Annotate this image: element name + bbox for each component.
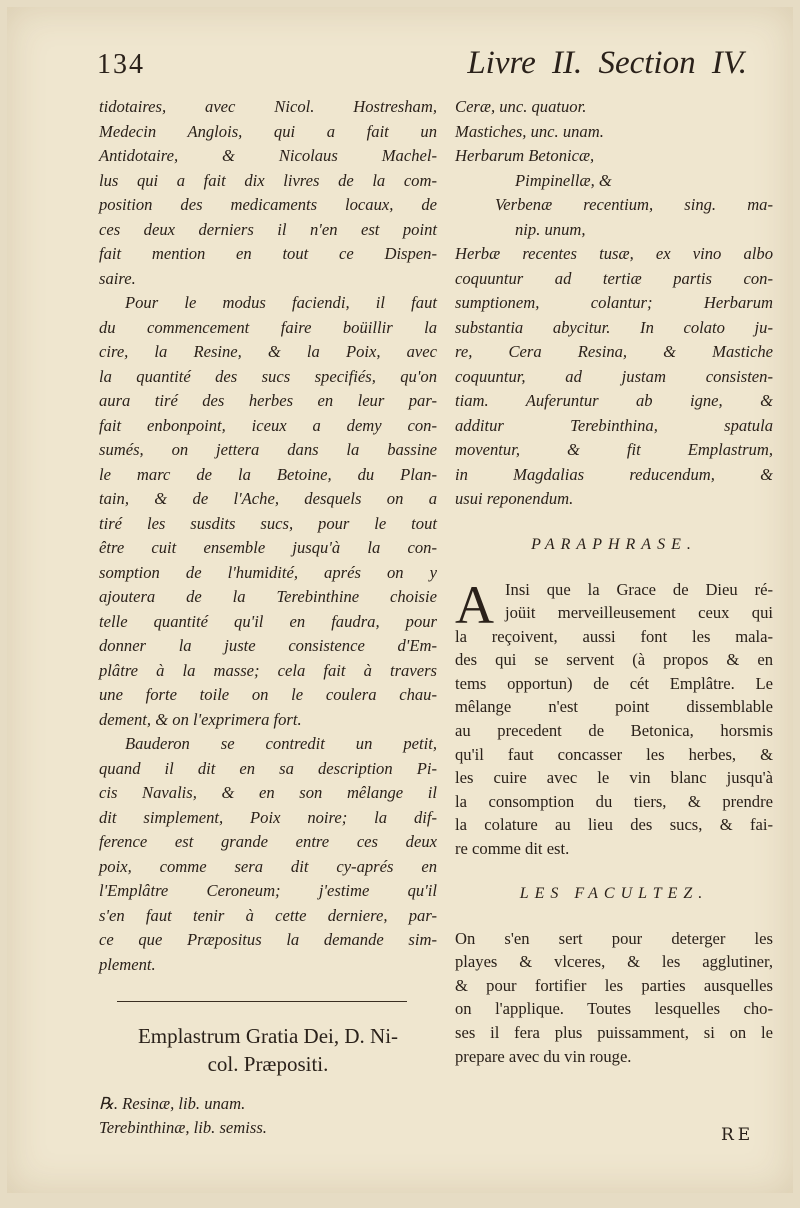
text-line: la colature au lieu des sucs, & fai- bbox=[455, 815, 773, 835]
text-line: les cuire avec le vin blanc jusqu'à bbox=[455, 768, 773, 788]
text-line: coquuntur, ad justam consisten- bbox=[455, 366, 773, 386]
text-line: re, Cera Resina, & Mastiche bbox=[455, 342, 773, 361]
text-line: l'Emplâtre Ceroneum; j'estime qu'il bbox=[99, 881, 437, 900]
text-line: la reçoivent, aussi font les mala- bbox=[455, 626, 773, 646]
heading-paraphrase: PARAPHRASE. bbox=[531, 535, 697, 553]
text-line: ference est grande entre ces deux bbox=[99, 832, 437, 851]
text-line: Pimpinellæ, & bbox=[515, 170, 612, 190]
text-line: tidotaires, avec Nicol. Hostresham, bbox=[99, 97, 437, 116]
text-line: qu'il faut concasser les herbes, & bbox=[455, 744, 773, 764]
catchword: RE bbox=[721, 1125, 755, 1145]
text-line: saire. bbox=[99, 268, 136, 288]
text-line: fait enbonpoint, iceux a demy con- bbox=[99, 415, 437, 435]
text-line: lus qui a fait dix livres de la com- bbox=[99, 170, 437, 190]
section-divider bbox=[117, 1001, 407, 1002]
text-line: playes & vlceres, & les agglutiner, bbox=[455, 952, 773, 972]
text-line: donner la juste consistence d'Em- bbox=[99, 636, 437, 655]
text-line: tems opportun) de cét Emplâtre. Le bbox=[455, 673, 773, 693]
text-line: cire, la Resine, & la Poix, avec bbox=[99, 342, 437, 361]
text-line: moventur, & fit Emplastrum, bbox=[455, 440, 773, 459]
text-line: poix, comme sera dit cy-aprés en bbox=[99, 856, 437, 876]
text-line: in Magdalias reducendum, & bbox=[455, 464, 773, 484]
text-line: Herbarum Betonicæ, bbox=[455, 146, 595, 165]
text-line: ses il fera plus puissamment, si on le bbox=[455, 1023, 773, 1042]
text-line: re comme dit est. bbox=[455, 839, 570, 859]
text-line: substantia abycitur. In colato ju- bbox=[455, 317, 773, 337]
text-line: ce que Præpositus la demande sim- bbox=[99, 930, 437, 949]
text-line: la quantité des sucs specifiés, qu'on bbox=[99, 366, 437, 386]
text-line: Pour le modus faciendi, il faut bbox=[125, 293, 437, 312]
text-line: Verbenæ recentium, sing. ma- bbox=[495, 195, 773, 214]
text-line: Ceræ, unc. quatuor. bbox=[455, 97, 587, 116]
text-line: sumptionem, colantur; Herbarum bbox=[455, 293, 773, 312]
text-line: au precedent de Betonica, horsmis bbox=[455, 721, 773, 741]
text-line: Insi que la Grace de Dieu ré- bbox=[505, 579, 773, 599]
text-line: fait mention en tout ce Dispen- bbox=[99, 244, 437, 263]
paraphrase-text bbox=[455, 574, 773, 861]
section-title-line-1: Emplastrum Gratia Dei, D. Ni- bbox=[137, 1024, 399, 1048]
text-line: nip. unum, bbox=[515, 219, 586, 239]
text-line: s'en faut tenir à cette derniere, par- bbox=[99, 905, 437, 925]
text-line: Medecin Anglois, qui a fait un bbox=[99, 121, 437, 141]
recipe-line: Terebinthinæ, lib. semiss. bbox=[99, 1118, 267, 1137]
text-line: & pour fortifier les parties ausquelles bbox=[455, 975, 773, 995]
text-line: dit simplement, Poix noire; la dif- bbox=[99, 807, 437, 827]
text-line: Herbæ recentes tusæ, ex vino albo bbox=[455, 244, 773, 263]
section-title bbox=[99, 1022, 437, 1078]
text-line: le marc de la Betoine, du Plan- bbox=[99, 464, 437, 484]
text-line: usui reponendum. bbox=[455, 489, 574, 508]
text-line: position des medicaments locaux, de bbox=[99, 195, 437, 214]
text-line: être cuit ensemble jusqu'à la con- bbox=[99, 538, 437, 557]
text-line: Mastiches, unc. unam. bbox=[455, 121, 604, 141]
recipe-continuation bbox=[455, 95, 773, 512]
text-line: somption de l'humidité, aprés on y bbox=[99, 562, 437, 582]
text-line: mêlange n'est point dissemblable bbox=[455, 697, 773, 717]
paraphrase-block bbox=[455, 574, 773, 861]
text-line: On s'en sert pour deterger les bbox=[455, 928, 773, 948]
text-line: ajoutera de la Terebinthine choisie bbox=[99, 587, 437, 606]
recipe-line: ℞. Resinæ, lib. unam. bbox=[99, 1094, 246, 1113]
text-line: dement, & on l'exprimera fort. bbox=[99, 709, 302, 729]
text-line: du commencement faire boüillir la bbox=[99, 317, 437, 337]
facultez-text bbox=[455, 927, 773, 1069]
text-line: prepare avec du vin rouge. bbox=[455, 1046, 632, 1066]
text-line: une forte toile on le coulera chau- bbox=[99, 685, 437, 704]
text-line: joüit merveilleusement ceux qui bbox=[505, 603, 773, 623]
left-column bbox=[99, 95, 437, 1140]
text-line: Bauderon se contredit un petit, bbox=[125, 734, 437, 753]
text-line: ces deux derniers il n'en est point bbox=[99, 219, 437, 239]
text-line: telle quantité qu'il en faudra, pour bbox=[99, 611, 437, 631]
drop-cap: A bbox=[455, 574, 494, 635]
page-header bbox=[97, 45, 747, 89]
left-column-text bbox=[99, 95, 437, 977]
text-line: des qui se servent (à propos & en bbox=[455, 650, 773, 670]
page-number: 134 bbox=[97, 49, 145, 80]
running-head: Livre II. Section IV. bbox=[467, 45, 747, 81]
text-line: quand il dit en sa description Pi- bbox=[99, 758, 437, 778]
text-line: additur Terebinthina, spatula bbox=[455, 415, 773, 435]
text-line: tiam. Auferuntur ab igne, & bbox=[455, 391, 773, 410]
text-line: tiré les susdits sucs, pour le tout bbox=[99, 513, 437, 533]
text-line: aura tiré des herbes en leur par- bbox=[99, 391, 437, 410]
text-line: la consomption du tiers, & prendre bbox=[455, 791, 773, 811]
text-line: sumés, on jettera dans la bassine bbox=[99, 440, 437, 459]
section-title-line-2: col. Præpositi. bbox=[207, 1052, 329, 1076]
text-line: tain, & de l'Ache, desquels on a bbox=[99, 489, 437, 508]
book-page bbox=[7, 7, 793, 1193]
text-line: on l'applique. Toutes lesquelles cho- bbox=[455, 999, 773, 1019]
text-line: coquuntur ad tertiæ partis con- bbox=[455, 268, 773, 288]
text-line: cis Navalis, & en son mêlange il bbox=[99, 783, 437, 802]
text-line: plement. bbox=[99, 954, 156, 974]
heading-facultez: LES FACULTEZ. bbox=[519, 884, 709, 902]
text-line: Antidotaire, & Nicolaus Machel- bbox=[99, 146, 437, 165]
right-column bbox=[455, 95, 773, 1068]
text-line: plâtre à la masse; cela fait à travers bbox=[99, 660, 437, 680]
